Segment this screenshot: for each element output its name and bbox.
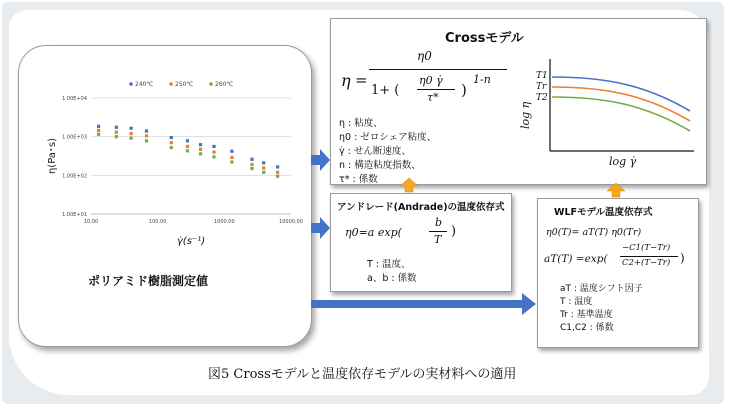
data-point [212, 155, 215, 158]
data-point [250, 163, 253, 166]
andrade-frac-bar [429, 231, 447, 232]
y-tick-label: 1.00E+03 [62, 134, 87, 141]
wlf-def-1: aT : 温度シフト因子 [560, 284, 643, 294]
data-point [250, 158, 253, 161]
data-point [199, 152, 202, 155]
data-point [276, 175, 279, 178]
andrade-title: アンドレード(Andrade)の温度依存式 [337, 202, 505, 213]
x-tick-label: 10.00 [83, 219, 99, 225]
wlf-eq2-num: −C1(T−Tr) [622, 243, 671, 253]
legend-label: 250℃ [175, 81, 194, 88]
cross-equals: = [355, 71, 368, 89]
curve-label-t1: T1 [536, 71, 548, 81]
data-point [250, 167, 253, 170]
cross-def-5: τ* : 係数 [339, 174, 378, 185]
curve-label-t2: T2 [536, 93, 548, 103]
wlf-eq2-den: C2+(T−Tr) [622, 258, 671, 268]
cross-inner-denominator: τ* [427, 91, 439, 104]
x-tick-label: 100.00 [148, 219, 167, 225]
data-point [130, 132, 133, 135]
andrade-frac-den: T [434, 233, 442, 246]
cross-def-1: η : 粘度、 [339, 118, 383, 129]
cross-title: Crossモデル [445, 31, 524, 46]
data-point [262, 166, 265, 169]
wlf-eq2-right: ) [680, 251, 685, 265]
cross-inner-bar [417, 89, 455, 90]
andrade-formula-right: ) [451, 224, 457, 239]
y-axis-label: η(Pa･s) [47, 137, 58, 175]
cross-def-2: η0 : ゼロシェア粘度、 [339, 132, 437, 143]
wlf-box [537, 198, 699, 348]
data-point [262, 161, 265, 164]
data-point [276, 171, 279, 174]
wlf-eq2-left: aT(T) =exp( [544, 253, 608, 265]
data-point [170, 136, 173, 139]
legend-label: 240℃ [135, 81, 154, 88]
x-tick-label: 1000.00 [213, 219, 235, 225]
data-point [212, 145, 215, 148]
data-point [230, 160, 233, 163]
wlf-def-4: C1,C2 : 係数 [560, 323, 614, 333]
data-point [97, 133, 100, 136]
curve-t2 [552, 97, 690, 131]
y-tick-label: 1.00E+04 [62, 96, 87, 102]
legend-marker [169, 82, 173, 86]
y-tick-label: 1.00E+01 [62, 212, 87, 218]
legend-label: 260℃ [215, 81, 234, 88]
data-point [97, 129, 100, 132]
cross-model-box [330, 18, 707, 185]
x-axis-label: γ̇(s⁻¹) [176, 236, 206, 247]
data-point [130, 127, 133, 130]
data-point [115, 126, 118, 129]
data-point [199, 148, 202, 151]
data-point [115, 131, 118, 134]
wlf-eq2-bar [620, 256, 678, 257]
viscosity-chart [19, 46, 311, 346]
data-point [145, 134, 148, 137]
cross-one-plus: 1+ ( [371, 83, 400, 98]
cross-exponent: 1-n [473, 73, 491, 86]
legend-marker [129, 82, 133, 86]
data-point [130, 136, 133, 139]
wlf-title: WLFモデル温度依存式 [554, 207, 653, 218]
data-point [97, 125, 100, 128]
data-point [230, 150, 233, 153]
data-point [170, 141, 173, 144]
cross-def-3: γ̇ : せん断速度、 [339, 146, 411, 157]
data-point [186, 145, 189, 148]
data-point [199, 143, 202, 146]
y-tick-label: 1.00E+02 [62, 173, 87, 180]
cross-close-paren: ) [461, 81, 467, 99]
data-point [186, 149, 189, 152]
andrade-formula-left: η0=a exp( [345, 226, 402, 239]
legend-marker [209, 82, 213, 86]
wlf-eq1: η0(T)= aT(T) η0(Tr) [546, 227, 642, 238]
data-point [186, 139, 189, 142]
data-point [262, 171, 265, 174]
measurement-caption: ポリアミド樹脂測定値 [88, 274, 209, 288]
wlf-def-2: T : 温度 [560, 297, 593, 307]
andrade-box [330, 193, 512, 292]
data-point [145, 139, 148, 142]
data-point [170, 146, 173, 149]
cross-eta: η [341, 71, 351, 90]
cross-fraction-bar [369, 69, 507, 70]
data-point [145, 129, 148, 132]
x-tick-label: 10000.00 [279, 219, 303, 225]
data-point [276, 165, 279, 168]
cross-def-4: n : 構造粘度指数、 [339, 160, 421, 171]
andrade-def-2: a、b : 係数 [367, 273, 417, 284]
wlf-def-3: Tr : 基準温度 [560, 310, 613, 320]
log-plot-ylabel: log η [519, 101, 532, 129]
cross-inner-numerator: η0 γ̇ [419, 74, 443, 87]
andrade-def-1: T : 温度、 [367, 259, 411, 270]
curve-label-tr: Tr [536, 82, 547, 92]
data-point [212, 150, 215, 153]
data-point [115, 135, 118, 138]
andrade-frac-num: b [435, 216, 443, 229]
cross-numerator: η0 [417, 49, 432, 63]
data-point [230, 156, 233, 159]
figure-caption: 図5 Crossモデルと温度依存モデルの実材料への適用 [208, 367, 517, 382]
measurement-chart-panel [18, 45, 312, 347]
log-plot-xlabel: log γ̇ [609, 155, 637, 168]
